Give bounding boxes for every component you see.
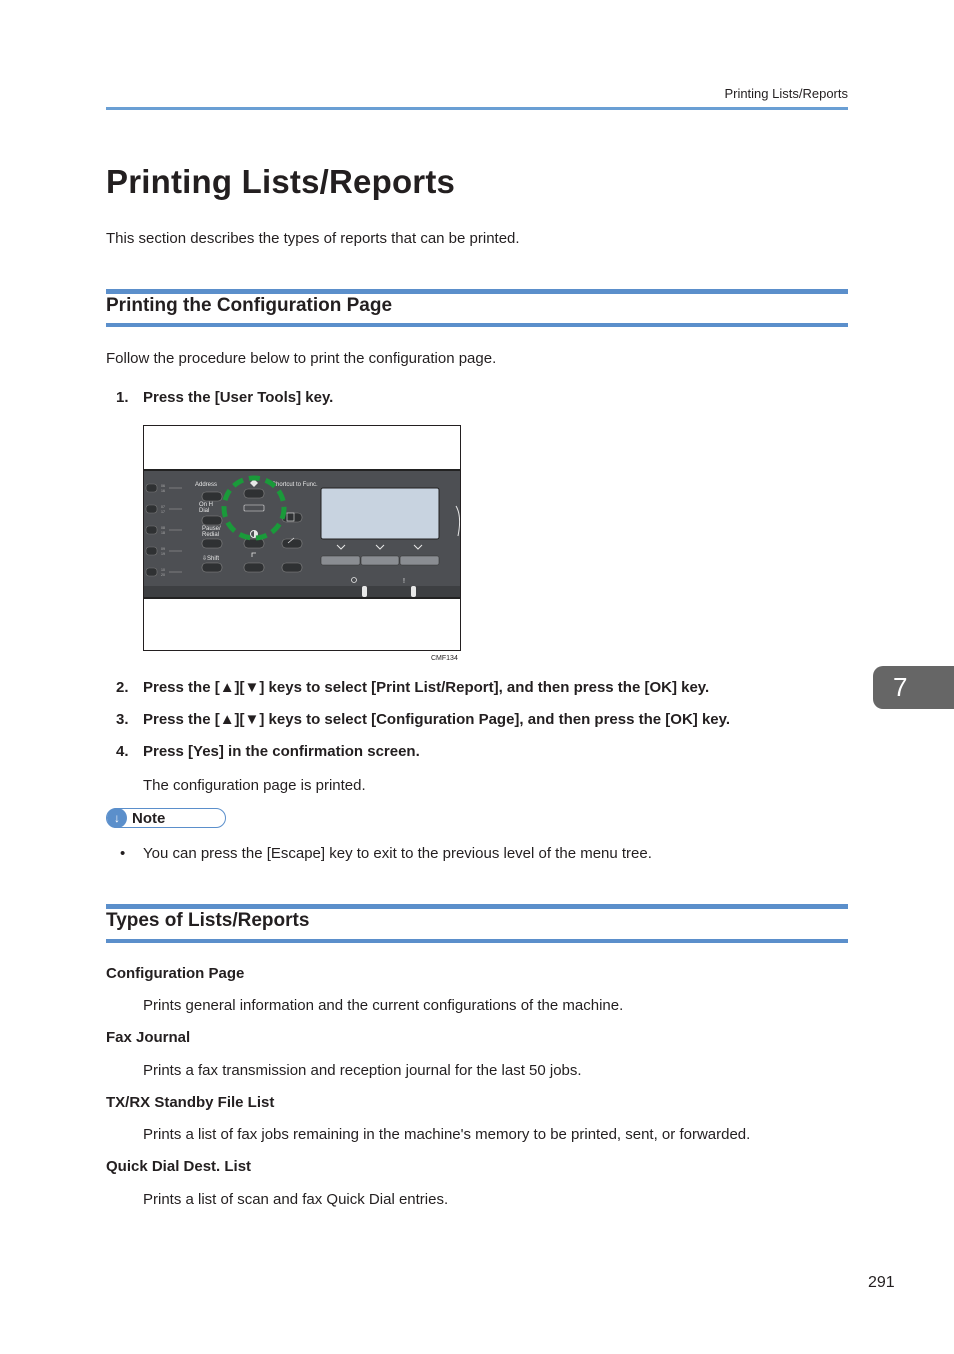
def-quick-dial-list: Prints a list of scan and fax Quick Dial entries. (143, 1191, 449, 1208)
note-box (106, 808, 226, 828)
bullet-dot: • (120, 845, 126, 862)
term-configuration-page: Configuration Page (106, 965, 245, 982)
step-number: 3. (116, 711, 129, 728)
term-quick-dial-list: Quick Dial Dest. List (106, 1158, 252, 1175)
step-2 (116, 679, 709, 696)
page-title: Printing Lists/Reports (106, 163, 456, 200)
step-text: Press [Yes] in the confirmation screen. (143, 743, 420, 760)
step-number: 4. (116, 743, 129, 760)
term-standby-file-list: TX/RX Standby File List (106, 1094, 275, 1111)
arrow-down-circle-icon: ↓ (107, 808, 127, 828)
svg-text:17: 17 (161, 510, 165, 514)
svg-text:08: 08 (161, 526, 165, 530)
panel-label-redial: Redial (202, 532, 220, 538)
step-4 (116, 743, 420, 760)
intro-text: This section describes the types of reports that can be printed. (106, 230, 520, 247)
step-text: Press the [User Tools] key. (143, 389, 334, 406)
panel-label-shortcut: Shortcut to Func. (272, 482, 318, 488)
section-rule-top (106, 289, 848, 294)
page-number: 291 (868, 1274, 895, 1291)
step-text: Press the [▲][▼] keys to select [Print List/Report], and then press the [OK] key. (143, 679, 710, 696)
def-configuration-page: Prints general information and the current configurations of the machine. (143, 997, 624, 1014)
svg-text:20: 20 (161, 573, 165, 577)
section-rule-bottom (106, 939, 848, 943)
step-text: Press the [▲][▼] keys to select [Configuration Page], and then press the [OK] key. (143, 711, 731, 728)
step-1 (116, 389, 333, 406)
chapter-tab[interactable]: 7 (873, 666, 954, 709)
def-standby-file-list: Prints a list of fax jobs remaining in the machine's memory to be printed, sent, or forwarded. (143, 1126, 751, 1143)
step-result: The configuration page is printed. (143, 777, 366, 794)
control-panel-figure (143, 425, 461, 651)
panel-label-dial: Dial (199, 508, 210, 514)
step-number: 2. (116, 679, 129, 696)
def-fax-journal: Prints a fax transmission and reception journal for the last 50 jobs. (143, 1062, 582, 1079)
note-label: Note (132, 810, 166, 827)
svg-text:19: 19 (161, 552, 165, 556)
note-bullet (120, 845, 652, 862)
section-lead: Follow the procedure below to print the configuration page. (106, 350, 497, 367)
svg-text:!: ! (403, 578, 405, 585)
section-title-types: Types of Lists/Reports (106, 910, 310, 931)
header-rule (106, 107, 848, 110)
panel-label-shift: ⇩Shift (202, 556, 220, 562)
svg-text:16: 16 (161, 489, 165, 493)
control-panel-illustration (144, 426, 460, 650)
panel-label-address: Address (195, 482, 218, 488)
svg-text:10: 10 (161, 568, 165, 572)
step-number: 1. (116, 389, 129, 406)
svg-text:07: 07 (161, 505, 165, 509)
panel-label-pause: Pause/ (202, 526, 221, 532)
term-fax-journal: Fax Journal (106, 1029, 191, 1046)
section-rule-bottom (106, 323, 848, 327)
section-rule-top (106, 904, 848, 909)
note-bullet-text: You can press the [Escape] key to exit to the previous level of the menu tree. (143, 845, 652, 862)
section-title-config: Printing the Configuration Page (106, 295, 393, 316)
panel-label-on-hook: On H (199, 502, 214, 508)
svg-text:06: 06 (161, 484, 165, 488)
figure-caption: CMF134 (431, 655, 458, 662)
running-head: Printing Lists/Reports (724, 86, 848, 101)
step-3 (116, 711, 730, 728)
svg-text:09: 09 (161, 547, 165, 551)
svg-text:18: 18 (161, 531, 165, 535)
